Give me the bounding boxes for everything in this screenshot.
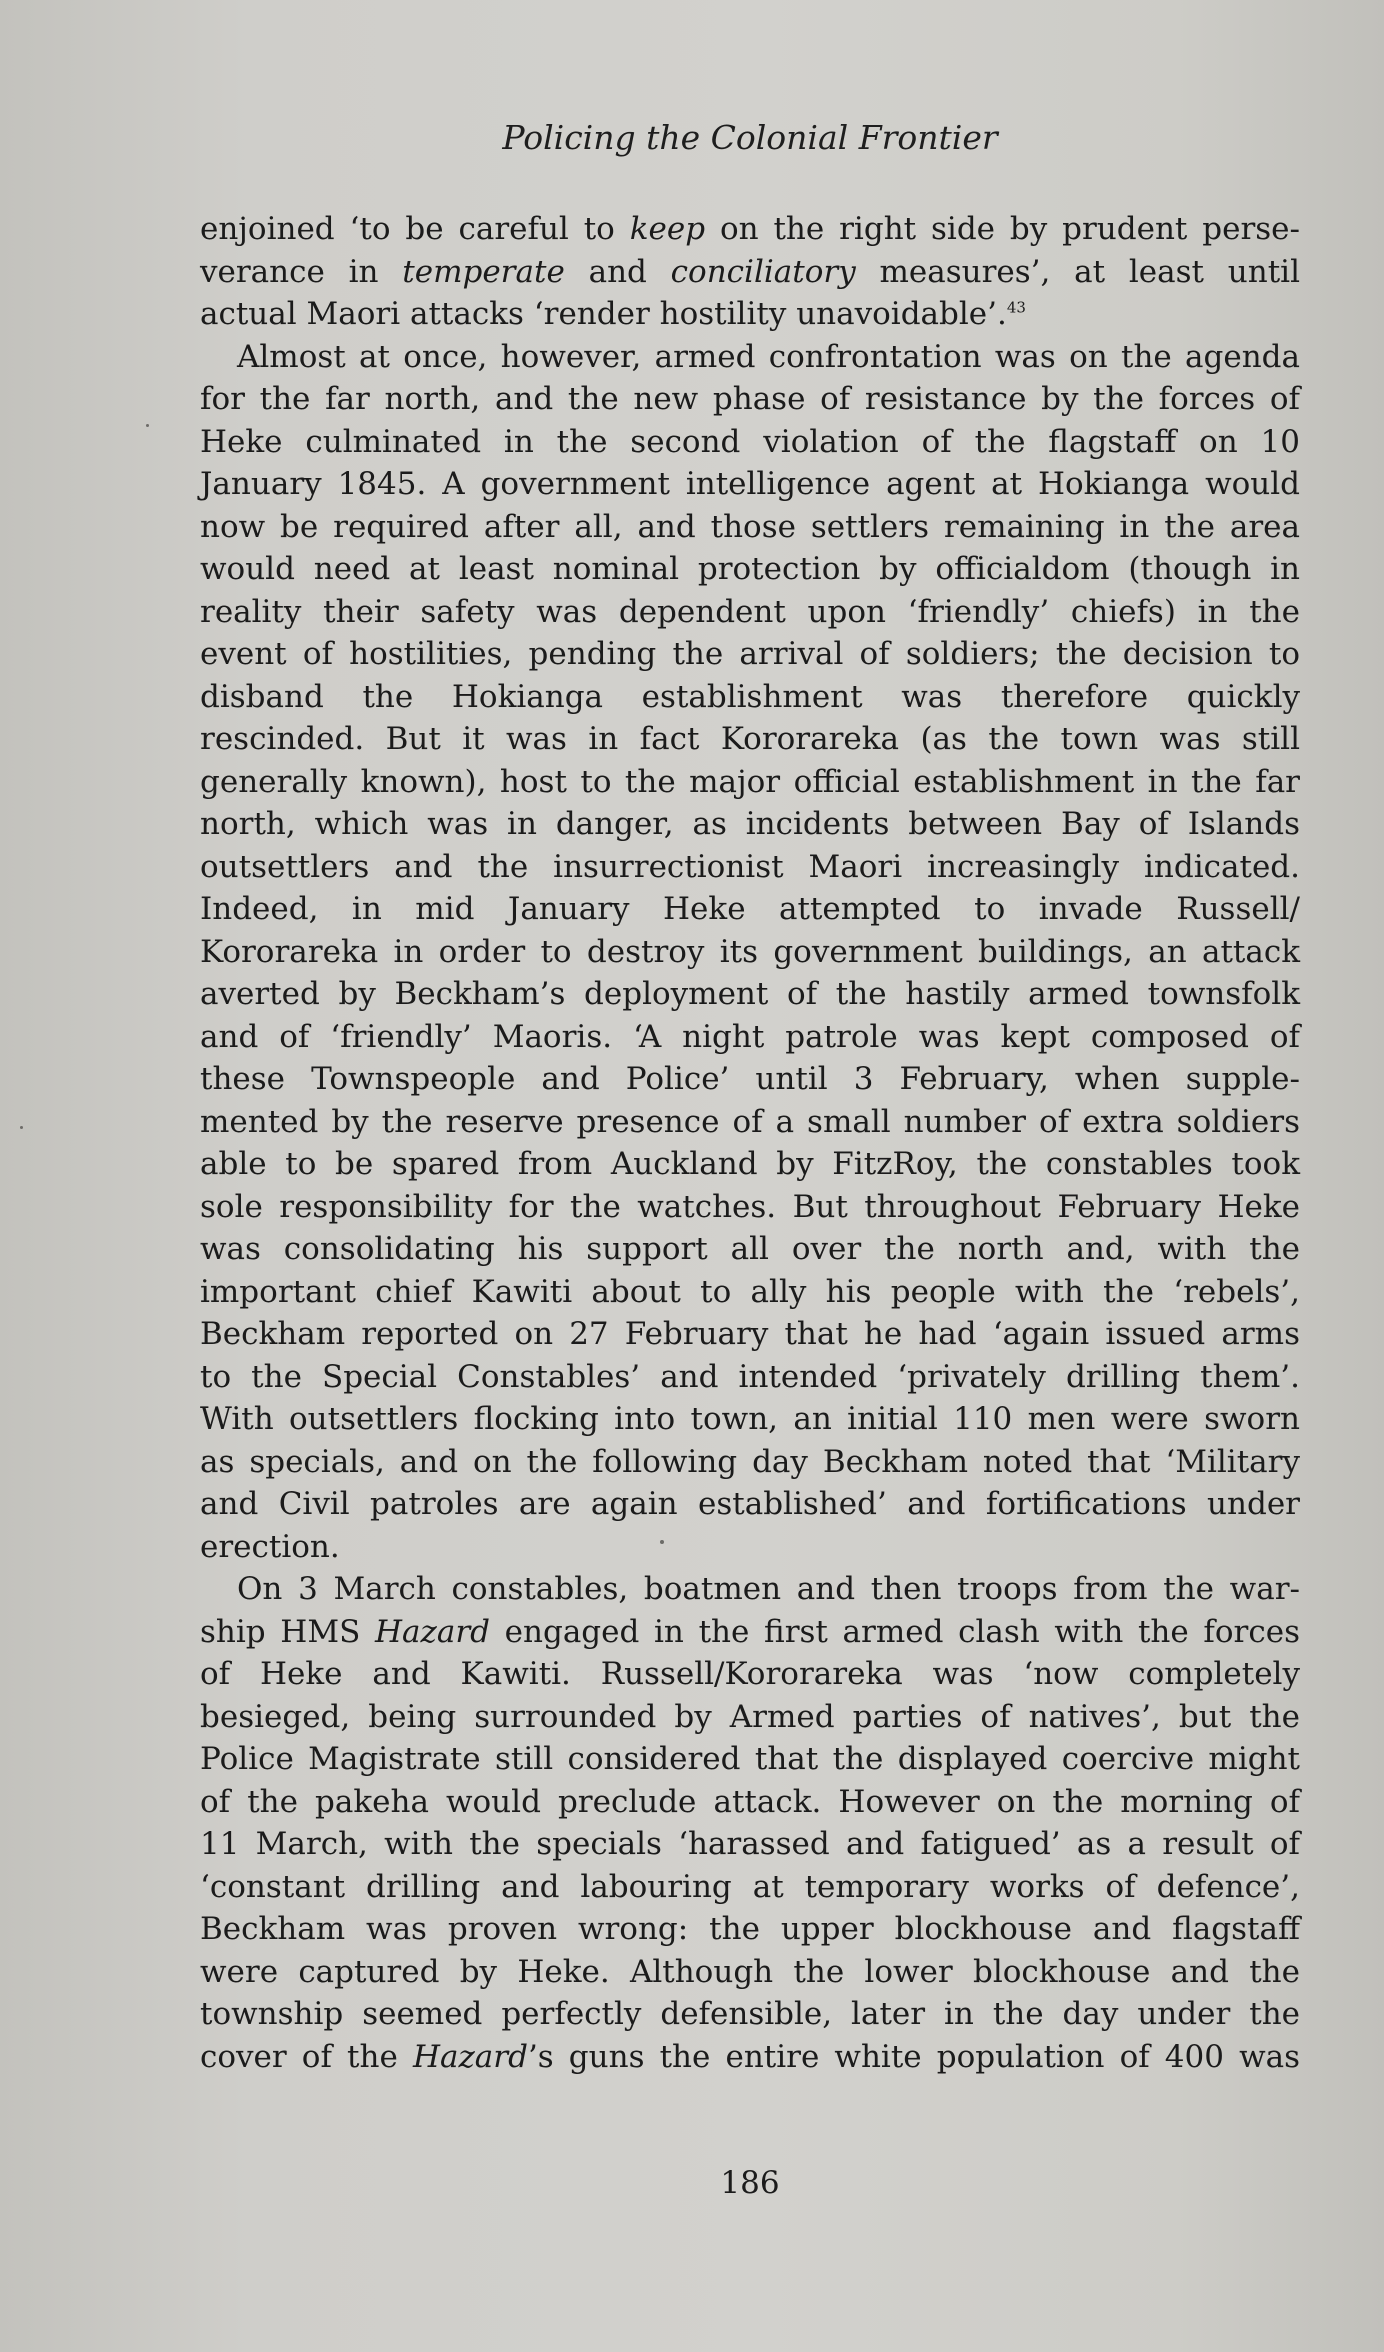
text-line: Almost at once, however, armed confrontation was on the agenda (237, 338, 1300, 375)
text-line: of Heke and Kawiti. Russell/Kororareka was ‘now completely (200, 1656, 1300, 1692)
text-line: Heke culminated in the second violation of the flagstaff on 10 (200, 423, 1300, 460)
text-line: to the Special Constables’ and intended ‘privately drilling them’. (200, 1358, 1300, 1395)
paper-speck (660, 1540, 664, 1544)
text-line: for the far north, and the new phase of resistance by the forces of (200, 381, 1300, 417)
text-line: able to be spared from Auckland by FitzRoy, the constables took (200, 1146, 1300, 1182)
text-line: important chief Kawiti about to ally his people with the ‘rebels’, (200, 1273, 1300, 1310)
running-head: Policing the Colonial Frontier (502, 118, 998, 157)
text-line: reality their safety was dependent upon ‘friendly’ chiefs) in the (200, 593, 1300, 630)
text-line: would need at least nominal protection by officialdom (though in (200, 551, 1300, 587)
text-line: actual Maori attacks ‘render hostility unavoidable’.$^{43}$ (200, 296, 1026, 332)
text-line: averted by Beckham’s deployment of the hastily armed townsfolk (200, 976, 1300, 1012)
text-line: now be required after all, and those settlers remaining in the area (200, 508, 1300, 545)
footnote-marker: 43 (1006, 298, 1026, 317)
text-line: sole responsibility for the watches. But throughout February Heke (200, 1188, 1300, 1225)
text-line: and of ‘friendly’ Maoris. ‘A night patrole was kept composed of (200, 1018, 1300, 1055)
page-number: 186 (720, 2165, 780, 2201)
text-line: of the pakeha would preclude attack. However on the morning of (200, 1783, 1300, 1820)
body-text (200, 208, 1300, 2078)
text-line: besieged, being surrounded by Armed parties of natives’, but the (200, 1698, 1300, 1735)
text-line: verance in temperate and conciliatory measures’, at least until (200, 253, 1301, 290)
text-line: ship HMS Hazard engaged in the first armed clash with the forces (200, 1613, 1300, 1650)
text-line: outsettlers and the insurrectionist Maori increasingly indicated. (200, 848, 1300, 885)
text-line: Police Magistrate still considered that the displayed coercive might (200, 1741, 1300, 1777)
text-line: January 1845. A government intelligence agent at Hokianga would (200, 466, 1300, 502)
text-line: was consolidating his support all over the north and, with the (200, 1231, 1300, 1267)
text-line: mented by the reserve presence of a small number of extra soldiers (200, 1103, 1300, 1140)
paragraph-1 (200, 208, 1300, 336)
text-line: north, which was in danger, as incidents between Bay of Islands (200, 806, 1300, 842)
text-line: On 3 March constables, boatmen and then troops from the war- (237, 1571, 1300, 1607)
text-line: were captured by Heke. Although the lower blockhouse and the (200, 1953, 1300, 1990)
paragraph-2 (200, 336, 1300, 1569)
text-line: and Civil patroles are again established’ and fortifications under (200, 1486, 1300, 1522)
text-line: generally known), host to the major official establishment in the far (200, 763, 1300, 800)
text-line: rescinded. But it was in fact Kororareka (as the town was still (200, 721, 1300, 757)
text-line: cover of the Hazard’s guns the entire white population of 400 was (200, 2038, 1301, 2075)
text-line: Indeed, in mid January Heke attempted to invade Russell/ (200, 891, 1300, 927)
text-line: event of hostilities, pending the arrival of soldiers; the decision to (200, 636, 1300, 672)
text-line: enjoined ‘to be careful to keep on the right side by prudent perse- (200, 211, 1300, 247)
text-line: disband the Hokianga establishment was therefore quickly (200, 678, 1300, 715)
text-line: Beckham reported on 27 February that he had ‘again issued arms (200, 1316, 1300, 1352)
text-line: 11 March, with the specials ‘harassed and fatigued’ as a result of (200, 1826, 1300, 1862)
text-line: Kororareka in order to destroy its government buildings, an attack (200, 933, 1300, 970)
text-line: Beckham was proven wrong: the upper blockhouse and flagstaff (200, 1911, 1300, 1947)
paper-speck (20, 1126, 23, 1129)
text-line: these Townspeople and Police’ until 3 February, when supple- (200, 1061, 1300, 1097)
text-line: township seemed perfectly defensible, later in the day under the (200, 1996, 1300, 2032)
paragraph-3 (200, 1568, 1300, 2078)
text-line: With outsettlers flocking into town, an initial 110 men were sworn (200, 1401, 1300, 1437)
text-line: erection. (200, 1528, 340, 1565)
text-line: ‘constant drilling and labouring at temporary works of defence’, (200, 1868, 1300, 1905)
paper-speck (146, 424, 149, 427)
text-line: as specials, and on the following day Beckham noted that ‘Military (200, 1443, 1300, 1480)
